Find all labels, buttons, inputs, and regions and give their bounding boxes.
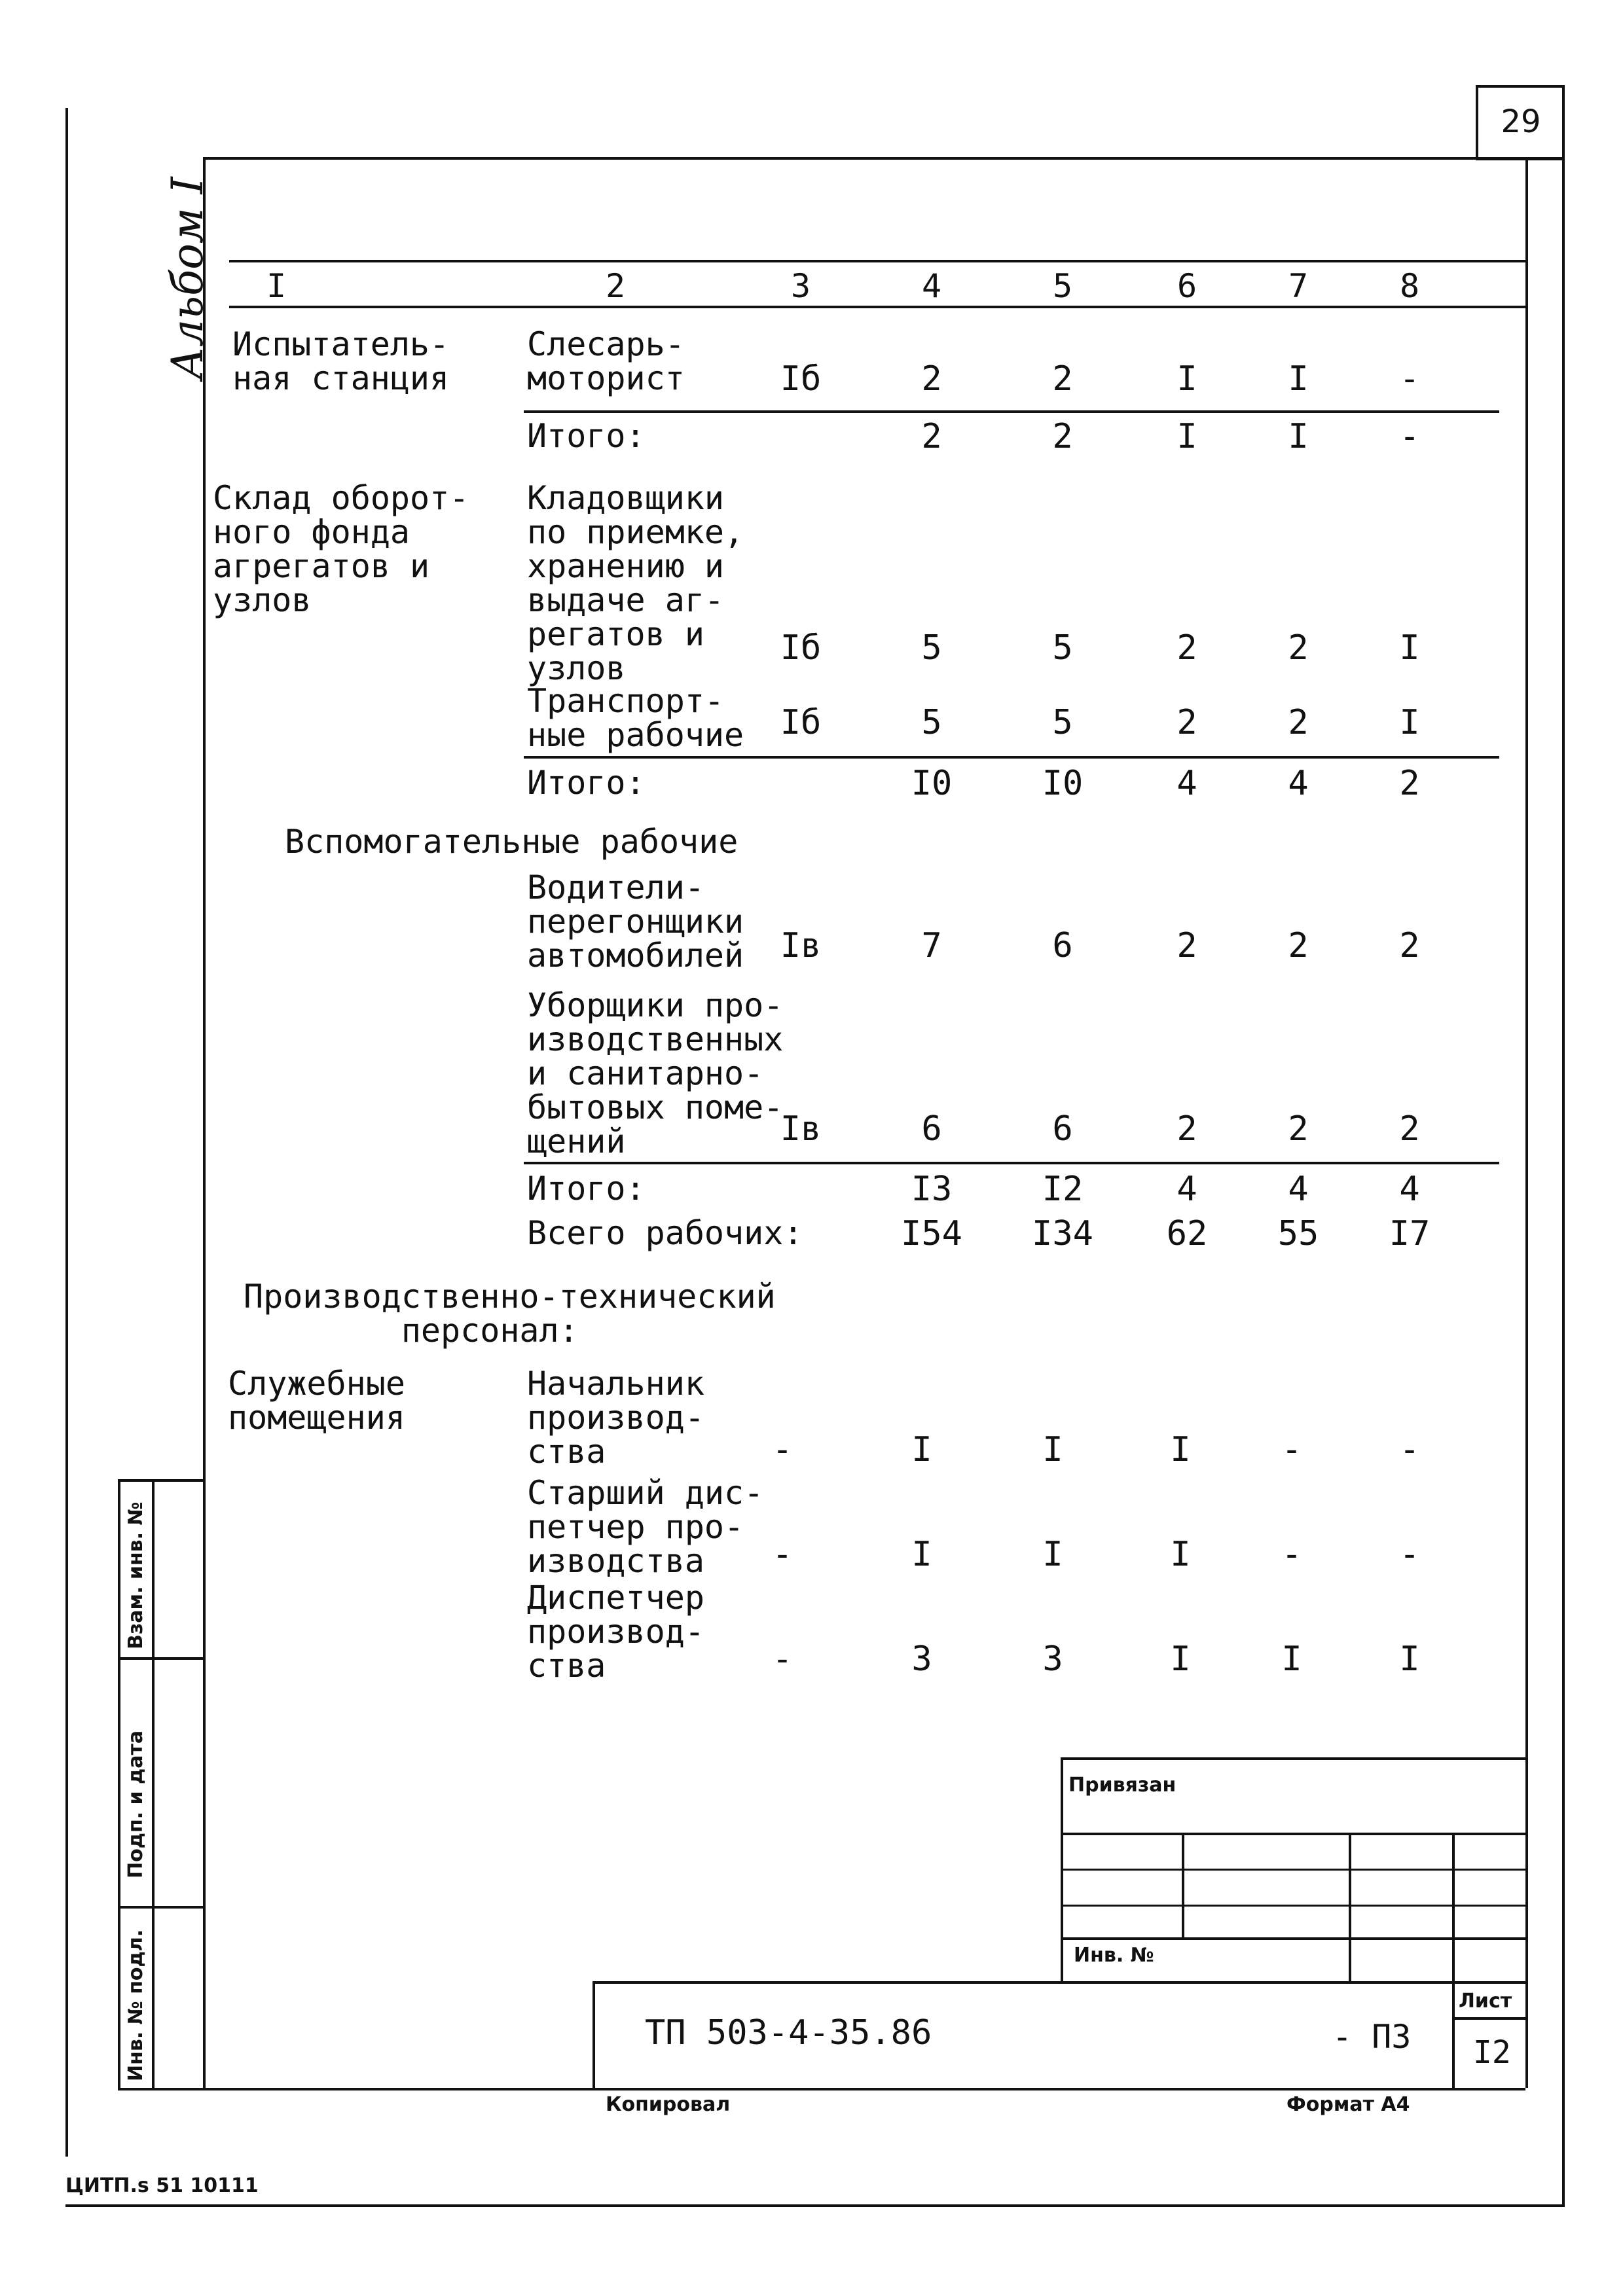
row-cell-col6: 2 xyxy=(1176,628,1197,668)
frame-bottom-outer xyxy=(65,2204,1565,2207)
row-cell-col3: - xyxy=(772,1535,793,1574)
doc-code: ТП 503-4-35.86 xyxy=(645,2013,932,2053)
col-header-4: 4 xyxy=(921,267,942,305)
row-cell-col3: - xyxy=(772,1430,793,1469)
stamp-top xyxy=(1061,1757,1527,1760)
row-divider xyxy=(524,756,1499,759)
side-label-inv-podl: Инв. № подл. xyxy=(124,1929,147,2081)
section-heading: Вспомогательные рабочие xyxy=(285,823,739,861)
sheet-label-line xyxy=(1452,2017,1527,2020)
side-stamp-div2 xyxy=(118,1906,204,1909)
row-name-col2: Итого: xyxy=(527,1170,646,1208)
row-name-col2: Кладовщики по приемке, хранению и выдаче аг- регатов и узлов xyxy=(527,479,744,687)
row-name-col2: Транспорт- ные рабочие xyxy=(527,682,744,754)
col-header-6: 6 xyxy=(1176,267,1197,305)
row-cell-col8: I7 xyxy=(1389,1214,1431,1253)
col-header-5: 5 xyxy=(1052,267,1073,305)
row-cell-col4: I54 xyxy=(901,1214,962,1253)
row-name-col1: Служебные помещения xyxy=(228,1365,405,1437)
row-cell-col4: 2 xyxy=(921,359,942,399)
row-cell-col3: Iб xyxy=(780,359,822,399)
left-margin-line xyxy=(65,108,68,2157)
page-number: 29 xyxy=(1501,103,1541,140)
row-name-col2: Уборщики про- изводственных и санитарно- бытовых поме- щений xyxy=(527,986,784,1160)
row-cell-col5: 3 xyxy=(1042,1640,1063,1679)
row-cell-col8: 2 xyxy=(1399,764,1420,803)
row-cell-col4: 7 xyxy=(921,926,942,965)
row-divider xyxy=(524,1162,1499,1164)
row-cell-col5: I34 xyxy=(1032,1214,1093,1253)
row-name-col2: Слесарь- моторист xyxy=(527,325,685,397)
row-cell-col7: 4 xyxy=(1288,764,1309,803)
row-cell-col6: I xyxy=(1170,1640,1191,1679)
doc-suffix: - ПЗ xyxy=(1332,2018,1412,2056)
stamp-hline3 xyxy=(1061,1905,1527,1907)
side-stamp-mid xyxy=(152,1479,155,2089)
row-name-col2: Водители- перегонщики автомобилей xyxy=(527,869,744,975)
title-block-top xyxy=(593,1981,1527,1984)
row-cell-col6: I xyxy=(1170,1430,1191,1469)
row-cell-col7: 4 xyxy=(1288,1170,1309,1209)
row-cell-col3: Iв xyxy=(780,1109,822,1149)
row-cell-col7: 2 xyxy=(1288,1109,1309,1149)
row-divider xyxy=(524,410,1499,413)
row-cell-col7: - xyxy=(1281,1535,1302,1574)
col-header-7: 7 xyxy=(1288,267,1309,305)
row-cell-col8: - xyxy=(1399,1430,1420,1469)
row-cell-col6: I xyxy=(1176,417,1197,456)
row-name-col2: Начальник производ- ства xyxy=(527,1365,704,1471)
col-header-2: 2 xyxy=(605,267,626,305)
row-cell-col6: I xyxy=(1176,359,1197,399)
sheet-number: I2 xyxy=(1473,2034,1511,2071)
row-cell-col6: 2 xyxy=(1176,926,1197,965)
header-top-line xyxy=(229,260,1525,262)
row-cell-col3: - xyxy=(772,1640,793,1679)
row-cell-col5: 5 xyxy=(1052,628,1073,668)
frame-top xyxy=(203,157,1562,160)
row-cell-col5: 6 xyxy=(1052,1109,1073,1149)
row-name-col2: Старший дис- петчер про- изводства xyxy=(527,1474,764,1580)
frame-left xyxy=(203,157,206,2088)
row-cell-col8: - xyxy=(1399,417,1420,456)
side-label-vzam: Взам. инв. № xyxy=(124,1501,147,1649)
row-cell-col5: I xyxy=(1042,1430,1063,1469)
row-cell-col5: 2 xyxy=(1052,417,1073,456)
row-name-col2: Итого: xyxy=(527,764,646,802)
row-cell-col5: I xyxy=(1042,1535,1063,1574)
copied-label: Копировал xyxy=(606,2093,731,2116)
frame-bottom xyxy=(118,2088,1525,2090)
row-cell-col5: 5 xyxy=(1052,703,1073,742)
col-header-3: 3 xyxy=(790,267,811,305)
row-cell-col7: 2 xyxy=(1288,926,1309,965)
row-cell-col6: 62 xyxy=(1166,1214,1208,1253)
row-cell-col8: - xyxy=(1399,1535,1420,1574)
row-name-col1: Испытатель- ная станция xyxy=(232,325,450,397)
row-cell-col8: I xyxy=(1399,1640,1420,1679)
row-cell-col4: 5 xyxy=(921,703,942,742)
row-cell-col7: I xyxy=(1288,359,1309,399)
row-cell-col6: 2 xyxy=(1176,1109,1197,1149)
title-block-left xyxy=(593,1981,595,2089)
row-cell-col4: 3 xyxy=(911,1640,932,1679)
row-cell-col4: I xyxy=(911,1430,932,1469)
row-cell-col7: - xyxy=(1281,1430,1302,1469)
row-cell-col3: Iб xyxy=(780,628,822,668)
section-heading: Производственно-технический персонал: xyxy=(244,1278,776,1350)
row-cell-col7: I xyxy=(1281,1640,1302,1679)
row-cell-col4: I xyxy=(911,1535,932,1574)
row-cell-col4: 2 xyxy=(921,417,942,456)
stamp-vline3 xyxy=(1452,1833,1455,2089)
row-cell-col4: I0 xyxy=(911,764,953,803)
row-cell-col5: 6 xyxy=(1052,926,1073,965)
row-cell-col4: 6 xyxy=(921,1109,942,1149)
row-cell-col8: 4 xyxy=(1399,1170,1420,1209)
frame-right-inner xyxy=(1525,157,1528,2088)
row-cell-col8: - xyxy=(1399,359,1420,399)
side-stamp-top xyxy=(118,1479,204,1482)
stamp-vline1 xyxy=(1182,1833,1184,1939)
row-cell-col5: I2 xyxy=(1042,1170,1084,1209)
row-cell-col5: 2 xyxy=(1052,359,1073,399)
row-name-col2: Всего рабочих: xyxy=(527,1214,803,1252)
row-cell-col7: I xyxy=(1288,417,1309,456)
col-header-8: 8 xyxy=(1399,267,1420,305)
side-label-podp: Подп. и дата xyxy=(124,1730,147,1878)
row-cell-col3: Iв xyxy=(780,926,822,965)
header-bottom-line xyxy=(229,306,1525,308)
sheet-label: Лист xyxy=(1459,1990,1512,2013)
album-label: Альбом I xyxy=(162,177,213,380)
side-stamp-left xyxy=(118,1479,120,2089)
stamp-hline4 xyxy=(1061,1937,1527,1940)
row-cell-col6: 4 xyxy=(1176,764,1197,803)
col-header-1: I xyxy=(266,267,287,305)
row-name-col2: Диспетчер производ- ства xyxy=(527,1579,704,1685)
stamp-vline2 xyxy=(1349,1833,1351,1983)
row-cell-col8: 2 xyxy=(1399,926,1420,965)
row-cell-col3: Iб xyxy=(780,703,822,742)
row-cell-col8: I xyxy=(1399,703,1420,742)
row-name-col1: Склад оборот- ного фонда агрегатов и узлов xyxy=(213,479,469,619)
row-cell-col7: 2 xyxy=(1288,703,1309,742)
row-cell-col8: 2 xyxy=(1399,1109,1420,1149)
row-cell-col4: 5 xyxy=(921,628,942,668)
frame-right-outer xyxy=(1562,151,1565,2206)
row-cell-col4: I3 xyxy=(911,1170,953,1209)
row-cell-col7: 2 xyxy=(1288,628,1309,668)
stamp-inv-no: Инв. № xyxy=(1074,1944,1154,1967)
stamp-hline2 xyxy=(1061,1869,1527,1871)
row-cell-col6: 4 xyxy=(1176,1170,1197,1209)
stamp-hline1 xyxy=(1061,1833,1527,1835)
row-cell-col7: 55 xyxy=(1277,1214,1319,1253)
side-stamp-div1 xyxy=(118,1657,204,1660)
row-name-col2: Итого: xyxy=(527,417,646,455)
row-cell-col8: I xyxy=(1399,628,1420,668)
row-cell-col6: 2 xyxy=(1176,703,1197,742)
format-label: Формат А4 xyxy=(1286,2093,1410,2116)
stamp-privyazan: Привязан xyxy=(1068,1774,1176,1797)
footer-code: ЦИТП.s 51 10111 xyxy=(65,2174,259,2197)
row-cell-col5: I0 xyxy=(1042,764,1084,803)
row-cell-col6: I xyxy=(1170,1535,1191,1574)
